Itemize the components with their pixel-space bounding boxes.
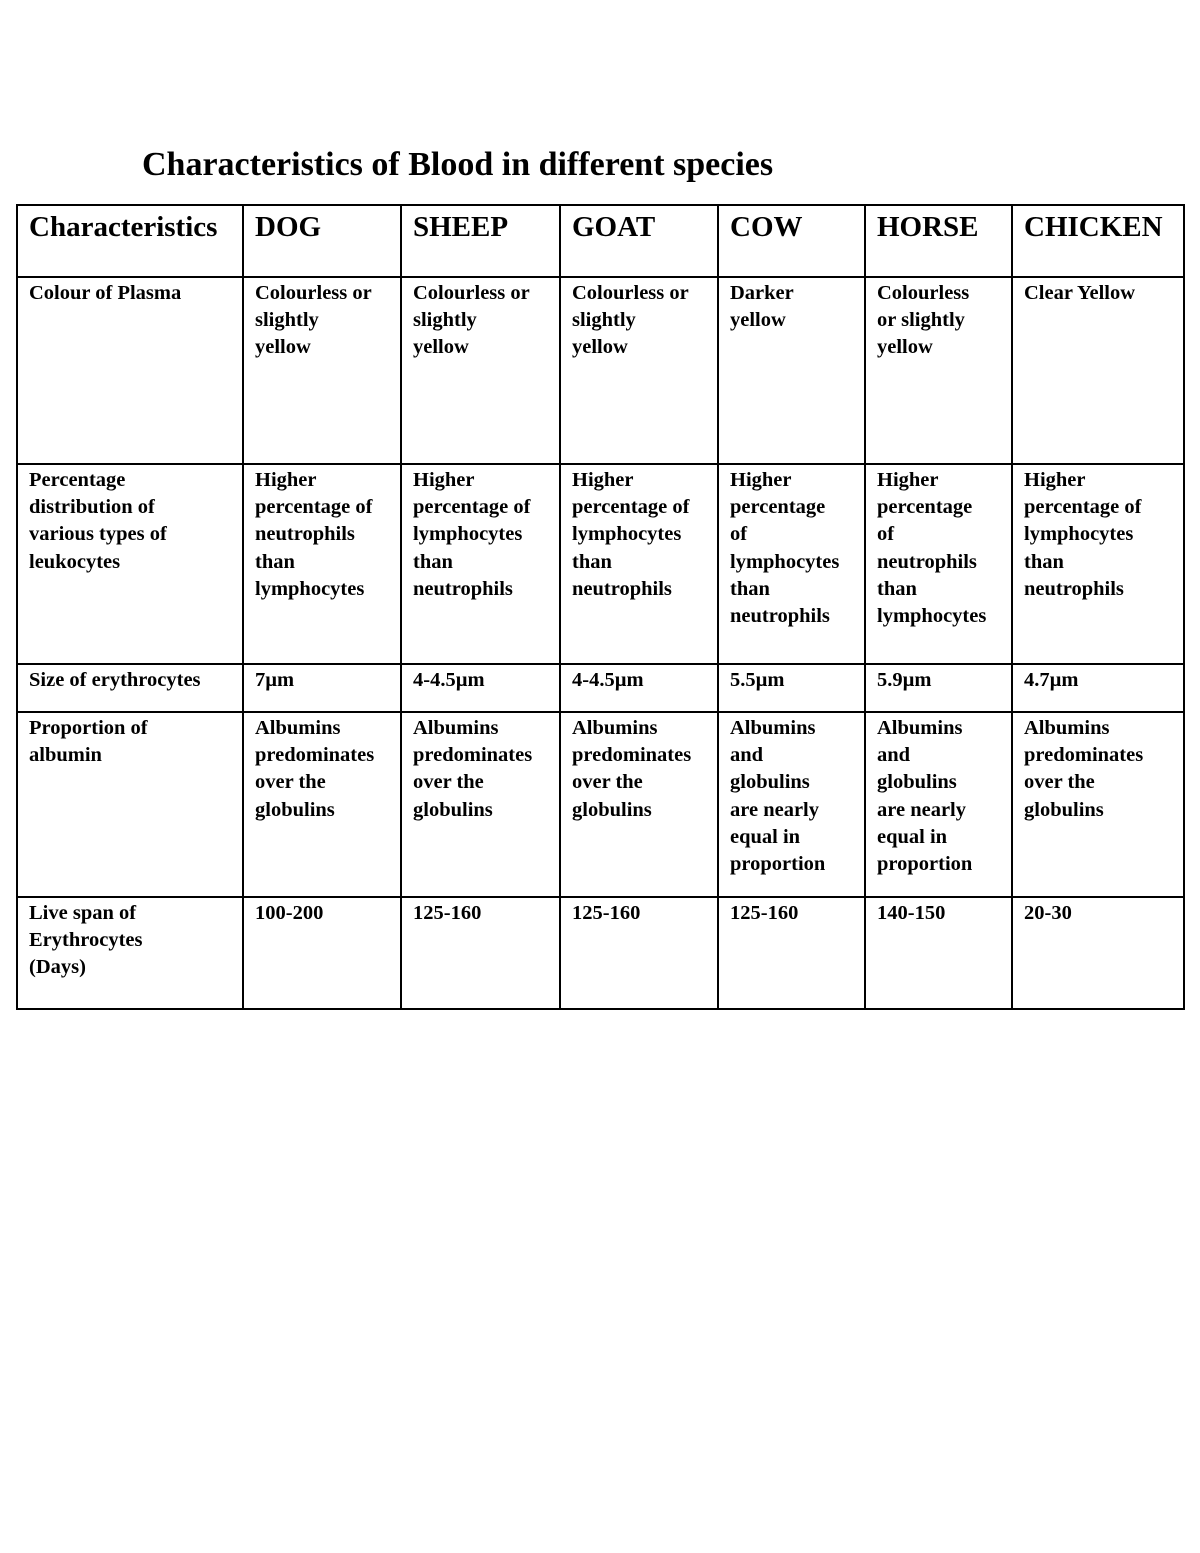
table-row (17, 277, 1184, 464)
table-cell (243, 277, 401, 464)
table-cell (865, 897, 1012, 1009)
page-title: Characteristics of Blood in different species (142, 146, 774, 183)
table-cell (560, 464, 718, 664)
row-label-text: Proportion of albumin (29, 717, 148, 767)
cell-text: 4.7µm (1024, 669, 1079, 691)
table-cell (401, 277, 560, 464)
table-cell (718, 712, 865, 897)
table-header-row (17, 205, 1184, 277)
cell-text: Higher percentage of lymphocytes than neutrophils (572, 469, 690, 600)
cell-text: 7µm (255, 669, 295, 691)
table-cell (865, 712, 1012, 897)
row-label-text: Size of erythrocytes (29, 669, 201, 691)
cell-text: Darker yellow (730, 282, 794, 332)
table-cell (560, 712, 718, 897)
row-label (17, 464, 243, 664)
cell-text: 125-160 (572, 902, 641, 924)
blood-characteristics-table (16, 204, 1185, 1010)
header-sheep: SHEEP (401, 205, 560, 277)
table-cell (401, 664, 560, 712)
cell-text: 140-150 (877, 902, 946, 924)
table-cell (560, 664, 718, 712)
table-cell (718, 897, 865, 1009)
table-cell (401, 464, 560, 664)
cell-text: Albumins predominates over the globulins (572, 717, 692, 821)
row-label (17, 277, 243, 464)
cell-text: Albumins and globulins are nearly equal in proportion (730, 717, 826, 876)
cell-text: Colourless or slightly yellow (572, 282, 689, 359)
cell-text: Albumins predominates over the globulins (1024, 717, 1144, 821)
cell-text: Higher percentage of neutrophils than lymphocytes (255, 469, 373, 600)
cell-text: 4-4.5µm (572, 669, 644, 691)
header-dog: DOG (243, 205, 401, 277)
header-characteristics: Characteristics (17, 205, 243, 277)
cell-text: 5.9µm (877, 669, 932, 691)
cell-text: Albumins predominates over the globulins (413, 717, 533, 821)
table-row (17, 712, 1184, 897)
header-goat: GOAT (560, 205, 718, 277)
table-cell (718, 664, 865, 712)
row-label (17, 712, 243, 897)
table-cell (718, 464, 865, 664)
row-label (17, 897, 243, 1009)
table-cell (560, 277, 718, 464)
cell-text: Clear Yellow (1024, 282, 1136, 304)
row-label-text: Live span of Erythrocytes (Days) (29, 902, 143, 979)
table-cell (865, 664, 1012, 712)
cell-text: Albumins predominates over the globulins (255, 717, 375, 821)
table-cell (401, 897, 560, 1009)
table-cell (1012, 464, 1184, 664)
table-cell (1012, 277, 1184, 464)
cell-text: Higher percentage of neutrophils than lymphocytes (877, 469, 987, 628)
table-cell (243, 464, 401, 664)
table-cell (401, 712, 560, 897)
row-label-text: Colour of Plasma (29, 282, 182, 304)
cell-text: Colourless or slightly yellow (255, 282, 372, 359)
cell-text: 125-160 (730, 902, 799, 924)
table-cell (1012, 664, 1184, 712)
table-cell (1012, 897, 1184, 1009)
table-cell (865, 277, 1012, 464)
table-cell (865, 464, 1012, 664)
cell-text: Colourless or slightly yellow (413, 282, 530, 359)
header-horse: HORSE (865, 205, 1012, 277)
header-cow: COW (718, 205, 865, 277)
row-label (17, 664, 243, 712)
table-cell (243, 712, 401, 897)
table-row (17, 464, 1184, 664)
header-chicken: CHICKEN (1012, 205, 1184, 277)
cell-text: 125-160 (413, 902, 482, 924)
cell-text: Albumins and globulins are nearly equal in proportion (877, 717, 973, 876)
table-cell (718, 277, 865, 464)
cell-text: Higher percentage of lymphocytes than neutrophils (730, 469, 840, 628)
table-cell (1012, 712, 1184, 897)
cell-text: Colourless or slightly yellow (877, 282, 970, 359)
table-row (17, 664, 1184, 712)
cell-text: Higher percentage of lymphocytes than neutrophils (413, 469, 531, 600)
table-row (17, 897, 1184, 1009)
table-cell (243, 664, 401, 712)
cell-text: 100-200 (255, 902, 324, 924)
table-cell (243, 897, 401, 1009)
table-cell (560, 897, 718, 1009)
cell-text: 5.5µm (730, 669, 785, 691)
row-label-text: Percentage distribution of various types of leukocytes (29, 469, 167, 573)
cell-text: 20-30 (1024, 902, 1072, 924)
cell-text: Higher percentage of lymphocytes than neutrophils (1024, 469, 1142, 600)
cell-text: 4-4.5µm (413, 669, 485, 691)
